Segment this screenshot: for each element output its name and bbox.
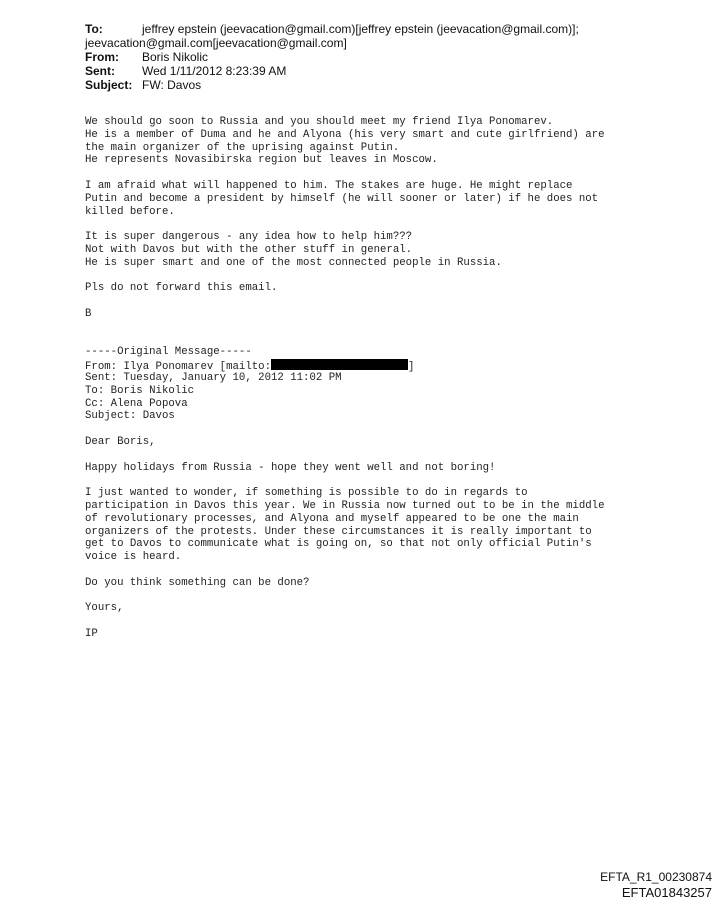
sent-label: Sent: — [85, 64, 115, 78]
body-line: Not with Davos but with the other stuff in general. — [85, 243, 413, 256]
body-line: participation in Davos this year. We in Russia now turned out to be in the middle — [85, 499, 605, 512]
body-line: voice is heard. — [85, 551, 182, 564]
to-row-continued — [85, 36, 579, 50]
subject-label: Subject: — [85, 78, 133, 92]
to-value: jeffrey epstein (jeevacation@gmail.com)[jeffrey epstein (jeevacation@gmail.com)]; — [142, 22, 579, 36]
original-subject-line: Subject: Davos — [85, 410, 175, 423]
body-line: Pls do not forward this email. — [85, 282, 278, 295]
original-from-suffix: ] — [408, 361, 415, 374]
subject-value: FW: Davos — [142, 78, 202, 92]
bates-number-2: EFTA01843257 — [621, 885, 712, 900]
original-cc-line: Cc: Alena Popova — [85, 397, 188, 410]
body-line: Putin and become a president by himself (he will sooner or later) if he does not — [85, 192, 599, 205]
body-line: Do you think something can be done? — [85, 576, 310, 589]
body-line: the main organizer of the uprising against Putin. — [85, 141, 400, 154]
from-value: Boris Nikolic — [142, 50, 209, 64]
redaction-box — [271, 359, 408, 370]
sent-value: Wed 1/11/2012 8:23:39 AM — [142, 64, 287, 78]
sent-row — [85, 64, 579, 78]
to-value-continued: jeevacation@gmail.com[jeevacation@gmail.com] — [85, 36, 347, 50]
original-message-separator: -----Original Message----- — [85, 346, 252, 359]
subject-row — [85, 78, 579, 92]
body-line: I am afraid what will happened to him. The stakes are huge. He might replace — [85, 179, 573, 192]
original-from-prefix: From: Ilya Ponomarev [mailto: — [85, 361, 271, 374]
body-line: organizers of the protests. Under these circumstances it is really important to — [85, 525, 592, 538]
body-line: We should go soon to Russia and you should meet my friend Ilya Ponomarev. — [85, 116, 554, 128]
body-line: He represents Novasibirska region but leaves in Moscow. — [85, 154, 438, 167]
sender-initial: B — [85, 307, 92, 320]
body-line: get to Davos to communicate what is going on, so that not only official Putin's — [85, 538, 592, 551]
original-sent-line: Sent: Tuesday, January 10, 2012 11:02 PM — [85, 371, 342, 384]
from-label: From: — [85, 50, 119, 64]
body-line: killed before. — [85, 205, 175, 218]
body-line: It is super dangerous - any idea how to help him??? — [85, 231, 413, 244]
email-header — [85, 22, 579, 92]
signature: IP — [85, 627, 98, 640]
original-to-line: To: Boris Nikolic — [85, 384, 195, 397]
body-line: I just wanted to wonder, if something is possible to do in regards to — [85, 487, 528, 500]
body-line: Happy holidays from Russia - hope they went well and not boring! — [85, 461, 496, 474]
body-line: of revolutionary processes, and Alyona and myself appeared to be one the main — [85, 512, 579, 525]
to-label: To: — [85, 22, 103, 36]
from-row — [85, 50, 579, 64]
email-body — [85, 116, 685, 641]
body-line: He is super smart and one of the most connected people in Russia. — [85, 256, 502, 269]
closing: Yours, — [85, 602, 124, 615]
document-footer — [600, 869, 712, 901]
to-row — [85, 22, 579, 36]
original-from-line — [85, 359, 685, 372]
greeting: Dear Boris, — [85, 435, 156, 448]
body-line: He is a member of Duma and he and Alyona (his very smart and cute girlfriend) are — [85, 128, 605, 141]
bates-number-1: EFTA_R1_00230874 — [600, 870, 712, 884]
